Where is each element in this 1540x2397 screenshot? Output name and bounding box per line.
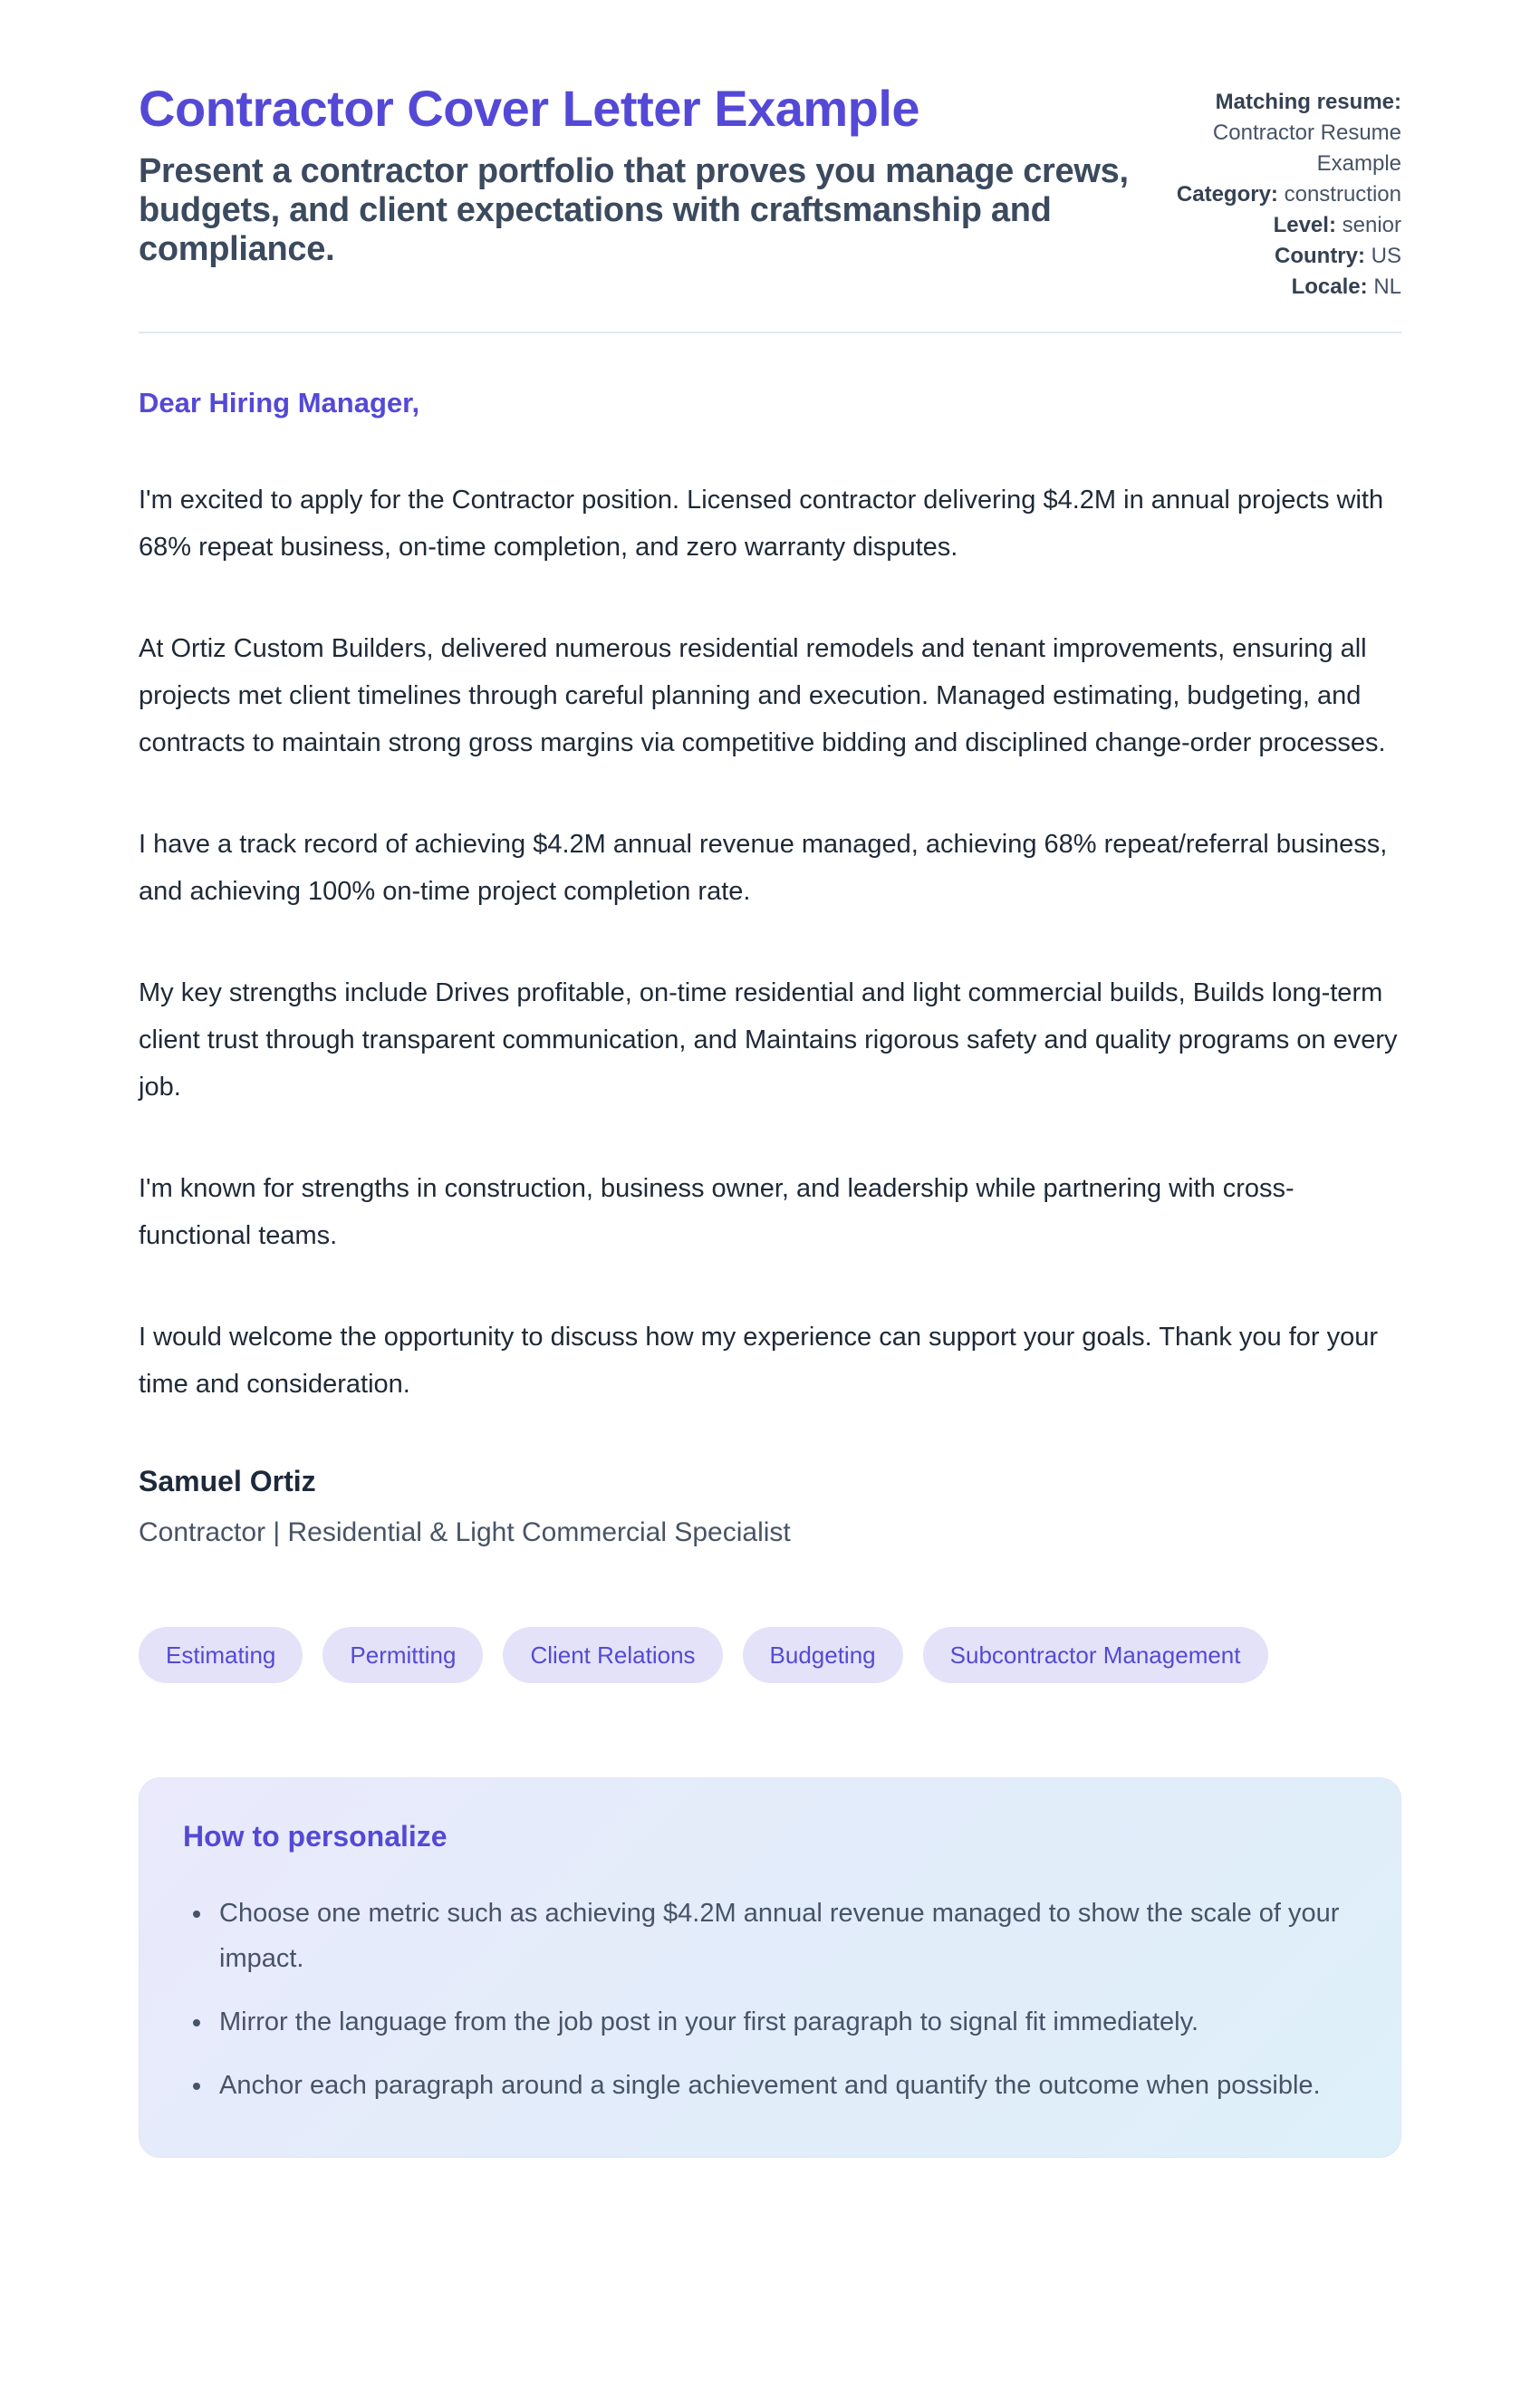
personalize-heading: How to personalize [183, 1820, 448, 1853]
letter-paragraph: I would welcome the opportunity to discuss how my experience can support your goals. Thank you for your time and consideration. [139, 1323, 1379, 1399]
meta-value: NL [1373, 274, 1401, 299]
meta-item-category [1175, 179, 1401, 210]
letter-paragraph: I have a track record of achieving $4.2M annual revenue managed, achieving 68% repeat/referral business, and achieving 100% on-time project completion rate. [139, 830, 1388, 906]
header-titles [139, 80, 1144, 269]
greeting: Dear Hiring Manager, [139, 387, 420, 419]
meta-item-matching-resume [1175, 87, 1401, 179]
skill-tag-subcontractor-management: Subcontractor Management [923, 1627, 1268, 1683]
personalize-list [183, 1891, 1357, 2108]
personalize-box [139, 1777, 1401, 2158]
header-divider [139, 332, 1401, 333]
meta-value: Contractor Resume Example [1212, 120, 1401, 176]
meta-item-level [1175, 210, 1401, 241]
signature-name: Samuel Ortiz [139, 1465, 316, 1497]
meta-item-country [1175, 241, 1401, 272]
meta-value: construction [1284, 182, 1401, 207]
personalize-tip: • Anchor each paragraph around a single achievement and quantify the outcome when possible. [214, 2063, 1355, 2108]
page-subtitle: Present a contractor portfolio that proves you manage crews, budgets, and client expectations with craftsmanship and compliance. [139, 152, 1129, 268]
meta-value: senior [1342, 213, 1401, 237]
meta-label: Matching resume: [1215, 90, 1401, 114]
letter-paragraph: I'm known for strengths in construction, business owner, and leadership while partnering with cross-functional teams. [139, 1174, 1295, 1250]
meta-label: Level: [1273, 213, 1336, 237]
letter-paragraph: At Ortiz Custom Builders, delivered numerous residential remodels and tenant improvements, ensuring all projects met client timelines through careful planning and execution. Managed estimating, budgeting, and contracts to maintain strong gross margins via competitive bidding and disciplined change-order processes. [139, 634, 1386, 757]
page-title: Contractor Cover Letter Example [139, 80, 920, 137]
skill-tag-permitting: Permitting [322, 1627, 483, 1683]
letter-paragraph: My key strengths include Drives profitable, on-time residential and light commercial builds, Builds long-term client trust through transparent communication, and Maintains rigorous safety and quality programs on every job. [139, 978, 1398, 1102]
skill-tag-estimating: Estimating [139, 1627, 303, 1683]
skill-tags [139, 1627, 1401, 1683]
signature-role: Contractor | Residential & Light Commercial Specialist [139, 1517, 791, 1547]
skill-tag-client-relations: Client Relations [503, 1627, 722, 1683]
meta-label: Category: [1176, 182, 1278, 207]
letter-paragraph: I'm excited to apply for the Contractor position. Licensed contractor delivering $4.2M in annual projects with 68% repeat business, on-time completion, and zero warranty disputes. [139, 486, 1384, 562]
letter-body [139, 384, 1401, 2158]
meta-value: US [1371, 244, 1401, 268]
meta-item-locale [1175, 272, 1401, 303]
personalize-tip: • Choose one metric such as achieving $4.2M annual revenue managed to show the scale of your impact. [214, 1891, 1355, 1981]
meta-label: Country: [1275, 244, 1365, 268]
personalize-tip: • Mirror the language from the job post in your first paragraph to signal fit immediately. [214, 1999, 1355, 2045]
skill-tag-budgeting: Budgeting [743, 1627, 903, 1683]
meta-label: Locale: [1291, 274, 1368, 299]
header [139, 80, 1401, 303]
meta-panel [1175, 80, 1401, 303]
